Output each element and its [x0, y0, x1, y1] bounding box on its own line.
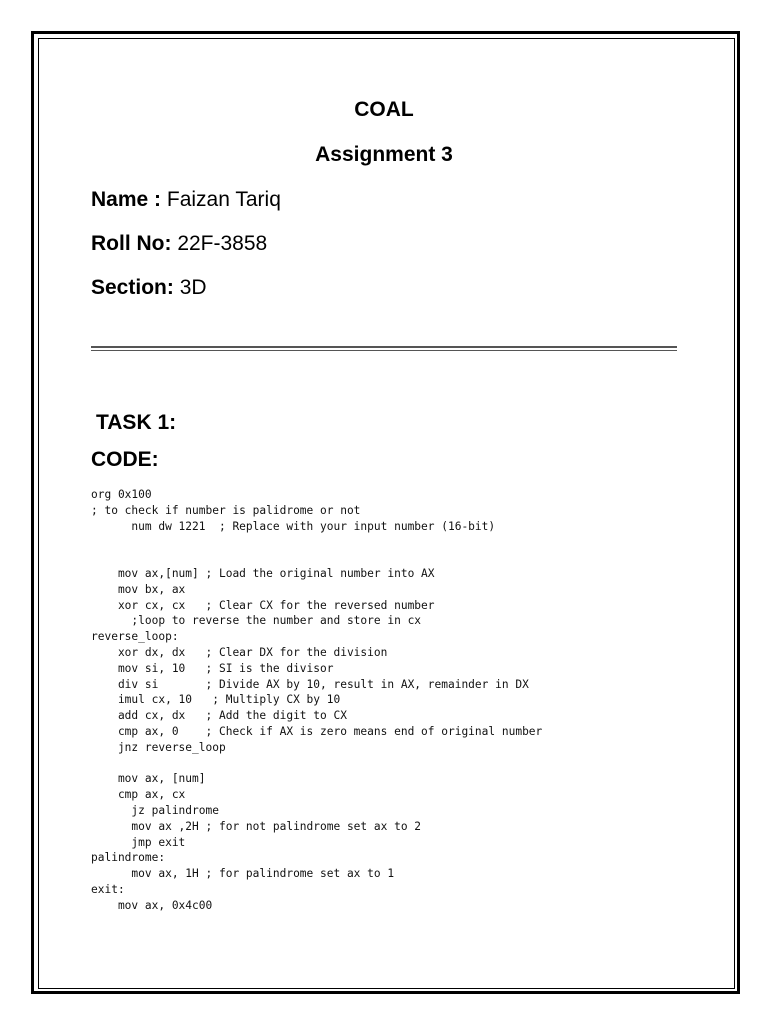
- roll-number-line: [91, 232, 267, 256]
- section-value: 3D: [179, 276, 207, 299]
- divider-line: [91, 346, 677, 348]
- task-heading: TASK 1:: [96, 411, 177, 434]
- code-heading: CODE:: [91, 448, 159, 471]
- roll-label: Roll No:: [91, 232, 172, 255]
- assignment-title: Assignment 3: [315, 143, 453, 166]
- course-title: COAL: [354, 98, 414, 121]
- roll-value: 22F-3858: [177, 232, 268, 255]
- divider-line-secondary: [91, 350, 677, 351]
- section-label: Section:: [91, 276, 174, 299]
- name-value: Faizan Tariq: [166, 188, 281, 211]
- section-line: [91, 276, 207, 300]
- student-name-line: [91, 188, 281, 212]
- name-label: Name :: [91, 188, 162, 211]
- assembly-code-block: org 0x100 ; to check if number is palidrome or not num dw 1221 ; Replace with your input number (16-bit) mov ax,[num] ; Load the original number into AX mov bx, ax xor cx, cx ; Clear CX for the reversed number ;loop to reverse the number and store in cx reverse_loop: xor dx, dx ; Clear DX for the division mov si, 10 ; SI is the divisor div si ; Divide AX by 10, result in AX, remainder in DX imul cx, 10 ; Multiply CX by 10 add cx, dx ; Add the digit to CX cmp ax, 0 ; Check if AX is zero means end of original number jnz reverse_loop mov ax, [num] cmp ax, cx jz palindrome mov ax ,2H ; for not palindrome set ax to 2 jmp exit palindrome: mov ax, 1H ; for palindrome set ax to 1 exit: mov ax, 0x4c00: [91, 488, 543, 912]
